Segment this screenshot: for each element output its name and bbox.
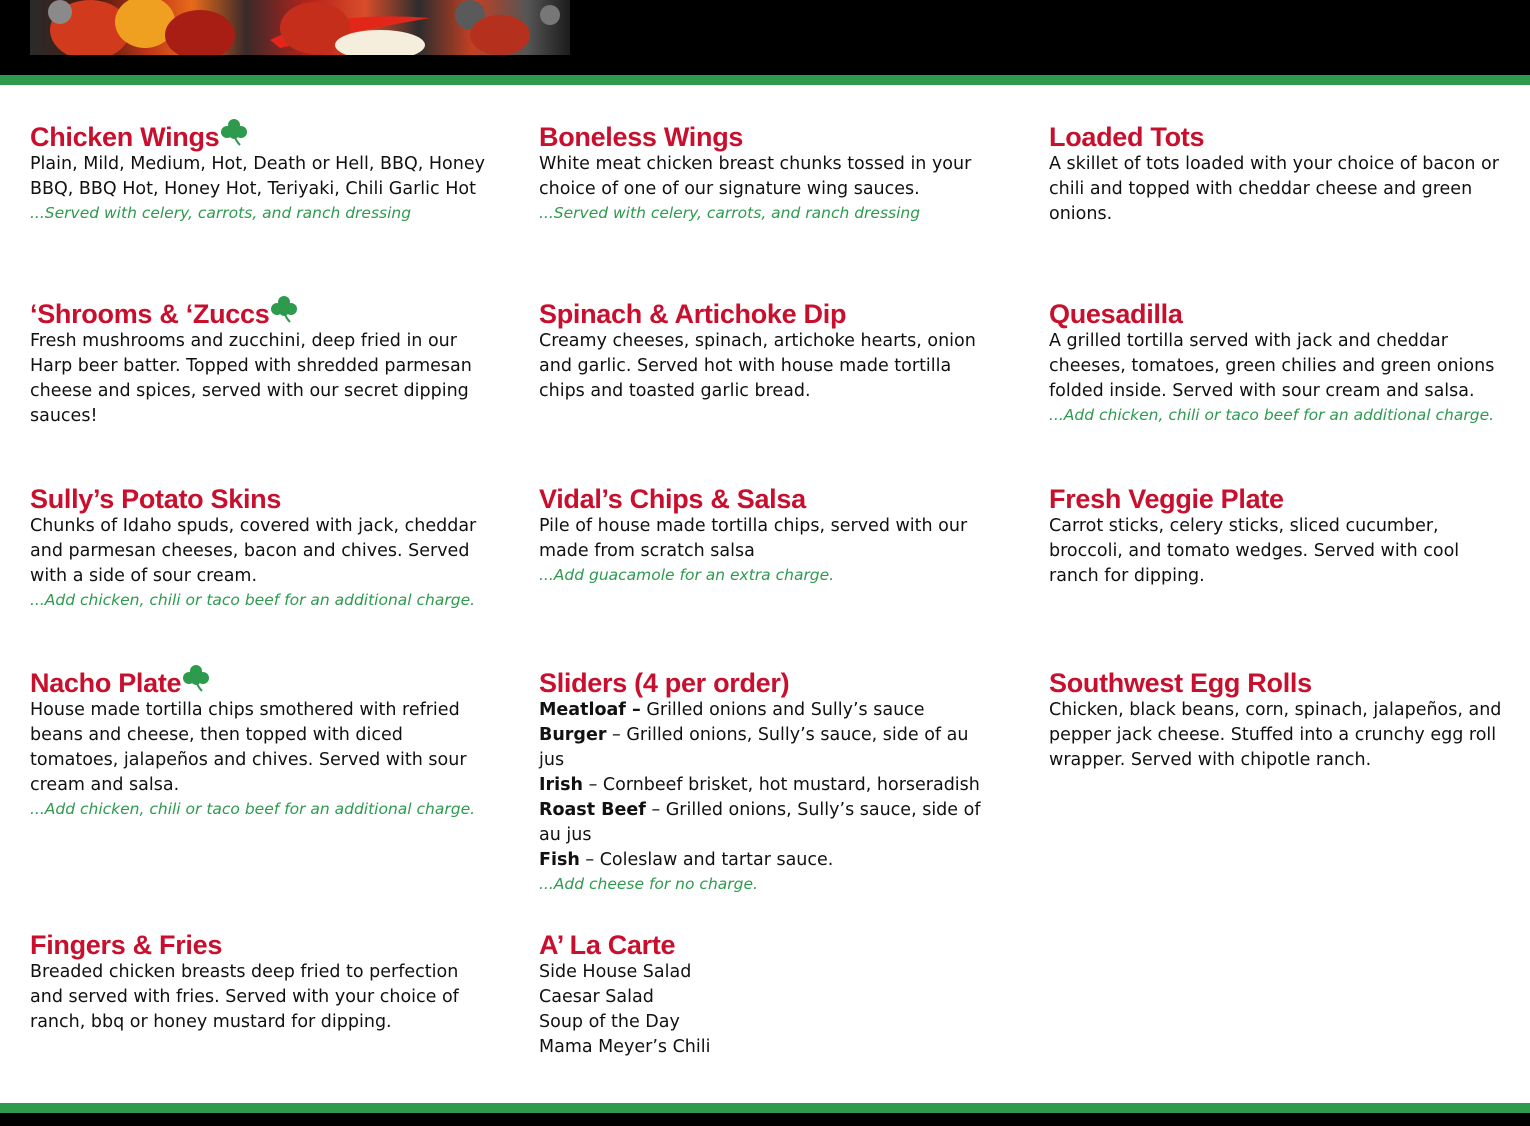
menu-item-spinach-dip bbox=[539, 298, 994, 404]
menu-item-nacho-plate bbox=[30, 667, 485, 820]
chili-peppers-banner bbox=[30, 0, 570, 55]
item-description: Chicken, black beans, corn, spinach, jalapeños, and pepper jack cheese. Stuffed into a crunchy egg roll wrapper. Served with chipotle ranch. bbox=[1049, 700, 1502, 770]
a-la-carte-list bbox=[539, 960, 994, 1060]
menu-item-boneless-wings bbox=[539, 121, 994, 224]
slider-option: Meatloaf – Grilled onions and Sully’s sauce bbox=[539, 700, 925, 720]
item-title: A’ La Carte bbox=[539, 930, 676, 960]
item-description: House made tortilla chips smothered with refried beans and cheese, then topped with diced tomatoes, jalapeños and chives. Served with sour cream and salsa. bbox=[30, 700, 467, 795]
slider-option: Roast Beef – Grilled onions, Sully’s sauce, side of au jus bbox=[539, 800, 981, 845]
item-description: Breaded chicken breasts deep fried to perfection and served with fries. Served with your choice of ranch, bbq or honey mustard for dipping. bbox=[30, 962, 459, 1032]
footer-accent-line bbox=[0, 1103, 1530, 1113]
shamrock-icon bbox=[182, 663, 210, 693]
item-title: Quesadilla bbox=[1049, 299, 1183, 329]
shamrock-icon bbox=[270, 294, 298, 324]
item-title: Sully’s Potato Skins bbox=[30, 484, 282, 514]
slider-option: Irish – Cornbeef brisket, hot mustard, horseradish bbox=[539, 775, 980, 795]
item-description: A grilled tortilla served with jack and cheddar cheeses, tomatoes, green chilies and green onions folded inside. Served with sour cream and salsa. bbox=[1049, 331, 1495, 401]
item-title: Nacho Plate bbox=[30, 667, 485, 699]
item-note: ...Add chicken, chili or taco beef for an additional charge. bbox=[30, 800, 476, 818]
menu-item-fingers-fries bbox=[30, 929, 485, 1035]
item-description: White meat chicken breast chunks tossed in your choice of one of our signature wing sauces. bbox=[539, 154, 972, 199]
item-note: ...Add chicken, chili or taco beef for an additional charge. bbox=[1049, 406, 1495, 424]
item-note: ...Served with celery, carrots, and ranch dressing bbox=[539, 204, 921, 222]
item-title: ‘Shrooms & ‘Zuccs bbox=[30, 298, 485, 330]
item-description: Carrot sticks, celery sticks, sliced cucumber, broccoli, and tomato wedges. Served with cool ranch for dipping. bbox=[1049, 516, 1460, 586]
menu-item-shrooms-zuccs bbox=[30, 298, 485, 429]
slider-option: Burger – Grilled onions, Sully’s sauce, side of au jus bbox=[539, 725, 969, 770]
item-title: Loaded Tots bbox=[1049, 122, 1205, 152]
sliders-list bbox=[539, 698, 994, 873]
item-description: Fresh mushrooms and zucchini, deep fried in our Harp beer batter. Topped with shredded parmesan cheese and spices, served with our secret dipping sauces! bbox=[30, 331, 472, 426]
item-note: ...Add chicken, chili or taco beef for an additional charge. bbox=[30, 591, 476, 609]
menu-item-veggie-plate bbox=[1049, 483, 1504, 589]
item-note: ...Served with celery, carrots, and ranch dressing bbox=[30, 204, 412, 222]
menu-item-sliders bbox=[539, 667, 994, 895]
menu-item-potato-skins bbox=[30, 483, 485, 611]
header-accent-line bbox=[0, 75, 1530, 85]
item-description: Plain, Mild, Medium, Hot, Death or Hell, BBQ, Honey BBQ, BBQ Hot, Honey Hot, Teriyaki, Chili Garlic Hot bbox=[30, 154, 485, 199]
item-title: Sliders (4 per order) bbox=[539, 668, 790, 698]
item-note: ...Add guacamole for an extra charge. bbox=[539, 566, 835, 584]
header-bar bbox=[0, 0, 1530, 75]
footer-bar bbox=[0, 1113, 1530, 1126]
item-title: Chicken Wings bbox=[30, 121, 485, 153]
a-la-carte-option: Mama Meyer’s Chili bbox=[539, 1037, 711, 1057]
item-description: A skillet of tots loaded with your choice of bacon or chili and topped with cheddar cheese and green onions. bbox=[1049, 154, 1499, 224]
item-description: Creamy cheeses, spinach, artichoke hearts, onion and garlic. Served hot with house made tortilla chips and toasted garlic bread. bbox=[539, 331, 976, 401]
a-la-carte-option: Side House Salad bbox=[539, 962, 692, 982]
a-la-carte-option: Soup of the Day bbox=[539, 1012, 680, 1032]
item-title: Southwest Egg Rolls bbox=[1049, 668, 1312, 698]
menu-item-loaded-tots bbox=[1049, 121, 1504, 227]
item-title: Fingers & Fries bbox=[30, 930, 223, 960]
menu-item-quesadilla bbox=[1049, 298, 1504, 426]
slider-option: Fish – Coleslaw and tartar sauce. bbox=[539, 850, 834, 870]
item-description: Chunks of Idaho spuds, covered with jack, cheddar and parmesan cheeses, bacon and chives. Served with a side of sour cream. bbox=[30, 516, 477, 586]
shamrock-icon bbox=[220, 117, 248, 147]
menu-item-chicken-wings bbox=[30, 121, 485, 224]
item-description: Pile of house made tortilla chips, served with our made from scratch salsa bbox=[539, 516, 968, 561]
item-title: Fresh Veggie Plate bbox=[1049, 484, 1284, 514]
menu-item-egg-rolls bbox=[1049, 667, 1504, 773]
item-title: Vidal’s Chips & Salsa bbox=[539, 484, 806, 514]
menu-item-chips-salsa bbox=[539, 483, 994, 586]
a-la-carte-option: Caesar Salad bbox=[539, 987, 654, 1007]
item-note: ...Add cheese for no charge. bbox=[539, 875, 758, 893]
item-title: Boneless Wings bbox=[539, 122, 744, 152]
menu-item-a-la-carte bbox=[539, 929, 994, 1060]
item-title: Spinach & Artichoke Dip bbox=[539, 299, 847, 329]
